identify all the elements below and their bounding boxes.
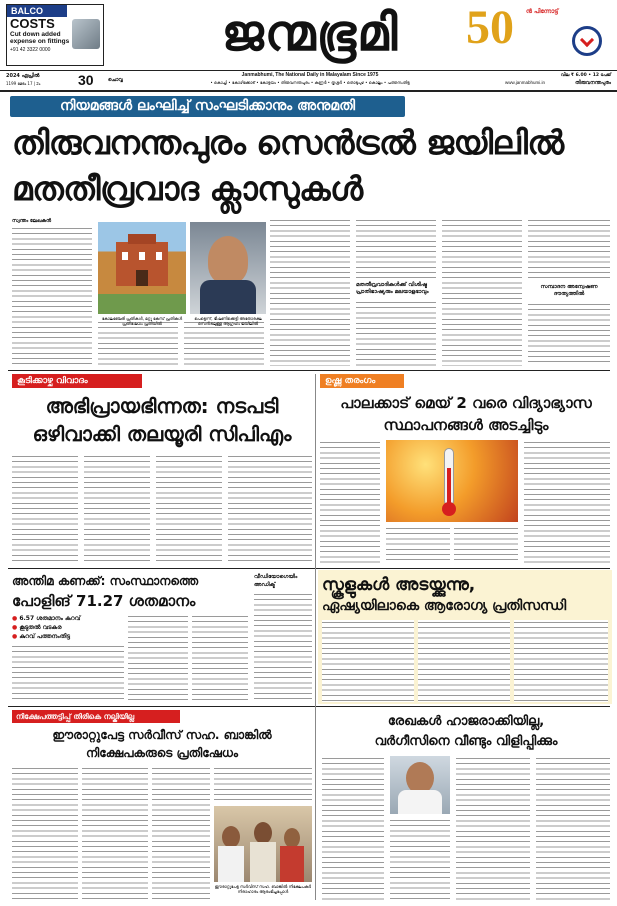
ad-phone: +91 42 3322 0000 (10, 47, 51, 53)
heat-label: ഉഷ്ണ തരംഗം (320, 374, 404, 388)
heat-column-3 (454, 526, 518, 564)
gravel-column-3 (456, 756, 530, 900)
lead-subhead: മതതീവ്രവാദികൾക്ക് വിശിഷ്ട പ്രാതിഭാഷ്യരും മലയാളഭാവും (356, 282, 429, 295)
gravel-column-2 (390, 818, 450, 900)
vichara-logo-icon (572, 26, 602, 56)
lead-kicker: നിയമങ്ങൾ ലംഘിച്ച് സംഘടിക്കാനും അനുമതി (10, 96, 405, 117)
lead-column-2-bottom (98, 320, 178, 366)
schools-column-3 (514, 620, 608, 702)
heat-headline-1: പാലക്കാട് മെയ് 2 വരെ വിദ്യാഭ്യാസ (340, 394, 592, 412)
jubilee-logo (458, 2, 608, 64)
bank-column-4-top (214, 766, 312, 802)
jail-building-photo (98, 222, 186, 314)
kudikazhcha-column-4 (228, 454, 312, 564)
gravel-headline-2: വർഗീസിനെ വീണ്ടും വിളിപ്പിക്കും (374, 734, 558, 749)
lead-column-7-bottom (528, 302, 610, 366)
polling-bullet: ● 6.57 ശതമാനം കുറവ് (12, 615, 81, 622)
polling-column-2 (128, 614, 188, 702)
lead-column-5-bottom (356, 300, 436, 366)
polling-headline-1: അന്തിമ കണക്ക്: സംസ്ഥാനത്തെ (12, 574, 199, 588)
jubilee-text: ൻ പിന്നോട്ട് (526, 8, 559, 15)
mid-rule (8, 568, 610, 569)
lead-byline: സ്വന്തം ലേഖകൻ (12, 218, 52, 224)
jubilee-number: 50 (466, 1, 514, 54)
bank-protest-photo (214, 806, 312, 882)
bank-photo-caption: ഈരാറ്റുപേട്ട സർവീസ് സഹ. ബാങ്കിൽ നിക്ഷേപകർ നിരാഹാരം ആരംഭിച്ചപ്പോൾ (214, 884, 312, 894)
bank-column-3 (152, 766, 210, 900)
bank-headline-2: നിക്ഷേപകരുടെ പ്രതിഷേധം (86, 746, 238, 760)
schools-headline-2: ഏഷ്യയിലാകെ ആരോഗ്യ പ്രതിസന്ധി (322, 598, 567, 614)
lead-column-5 (356, 218, 436, 278)
polling-column-3 (192, 614, 248, 702)
videogame-label: വീഡിയോഗെയിം (254, 574, 298, 580)
gravel-column-1 (322, 756, 384, 900)
ad-headline: COSTS (10, 16, 55, 31)
heat-column-2 (386, 526, 450, 564)
lead-bottom-rule (8, 370, 610, 371)
weekday: ചൊവ്വ (108, 77, 123, 83)
heat-column-4 (524, 440, 610, 564)
masthead-bottom-rule (0, 90, 617, 92)
day-number: 30 (78, 72, 94, 88)
schools-headline-1: സ്കൂളുകൾ അടയ്ക്കുന്നു, (322, 575, 476, 595)
gravel-headline-1: രേഖകൾ ഹാജരാക്കിയില്ല, (387, 714, 545, 729)
lead-column-4 (270, 218, 350, 366)
lead-column-6 (442, 218, 522, 366)
lead-headline-1: തിരുവനന്തപുരം സെൻട്രൽ ജയിലിൽ (12, 123, 564, 162)
website-link[interactable]: www.janmabhumi.in (504, 80, 545, 85)
kudikazhcha-column-2 (84, 454, 150, 564)
kudikazhcha-headline-1: അഭിപ്രായഭിന്നത: നടപടി (45, 394, 279, 418)
videogame-column (254, 592, 312, 702)
ad-line1: Cut down added (10, 31, 61, 38)
masthead-title: ജന്മഭൂമി (221, 4, 399, 62)
kudikazhcha-column-3 (156, 454, 222, 564)
masthead-top-rule (0, 70, 617, 71)
ad-line2: expense on fittings (10, 38, 70, 45)
schools-column-1 (322, 620, 414, 702)
bank-label: നിക്ഷേപത്തട്ടിപ്പ് തിരികെ നല്കിയില്ല (12, 710, 180, 723)
tagline: Janmabhumi, The National Daily in Malayalam Since 1975 (241, 72, 379, 78)
date-strip (0, 72, 617, 90)
advertisement[interactable] (6, 4, 104, 66)
prisoner-photo (190, 222, 266, 314)
varghese-photo (390, 756, 450, 814)
polling-bullet: ● കുറവ് പത്തനംതിട്ട (12, 633, 70, 640)
lead-column-3-bottom (184, 320, 264, 366)
lead-headline-2: മതതീവ്രവാദ ക്ലാസുകൾ (12, 169, 363, 208)
lead-column-1 (12, 226, 92, 366)
kudikazhcha-column-1 (12, 454, 78, 564)
schools-column-2 (418, 620, 510, 702)
bank-column-2 (82, 766, 148, 900)
lead-column-7-top (528, 218, 610, 280)
column-divider (315, 374, 316, 900)
malayalam-date: 1199 മേടം 17 | 2ം (6, 81, 41, 86)
ad-product-image (72, 19, 100, 49)
lead-sidebar-head: സമ്പാദന അന്വേഷണ ദൗത്യത്തിൽ (540, 284, 598, 297)
ad-brand: BALCO (7, 5, 67, 17)
lower-rule (8, 706, 610, 707)
heat-headline-2: സ്ഥാപനങ്ങൾ അടച്ചിടും (383, 416, 549, 434)
kudikazhcha-headline-2: ഒഴിവാക്കി തലയൂരി സിപിഎം (32, 422, 292, 446)
thermometer-photo (386, 440, 518, 522)
editions: • കൊച്ചി • കോഴിക്കോട് • കോട്ടയം • തിരുവനന്തപുരം • കണ്ണൂർ • തൃശ്ശൂർ • തൊടുപുഴ • കൊല്ലം • പത്തനംതിട്ട (210, 80, 410, 85)
polling-headline-2: പോളിങ് 71.27 ശതമാനം (12, 592, 196, 610)
polling-column-1 (12, 644, 124, 702)
price: വില ₹ 6.00 • 12 പേജ് (560, 73, 611, 78)
bank-headline-1: ഈരാറ്റുപേട്ട സർവീസ് സഹ. ബാങ്കിൽ (52, 728, 272, 742)
polling-bullet: ● കൂടുതൽ വടകര (12, 624, 62, 631)
bank-column-1 (12, 766, 78, 900)
jail-photo-caption: കോലഞ്ചേരി പ്രതികൾ, മറ്റു കേസ് പ്രതികൾ പ്രതിഷേധം പ്രതിയിൽ (101, 316, 183, 326)
city-label: തിരുവനന്തപുരം (575, 80, 611, 86)
polling-bullets (12, 614, 124, 641)
date-label: 2024 ഏപ്രിൽ (6, 73, 40, 79)
kudikazhcha-label: കൂടിക്കാഴ്ച വിവാദം (12, 374, 142, 388)
prisoner-photo-caption: പെട്ടെന്ന്, ഭീഷണിക്കെട്ടി അതോരക്ഷ സെൻട്രലുള്ള ആഗ്രഹം ജയിലിൽ (194, 316, 262, 326)
videogame-sublabel: അഡിക്ട് (254, 582, 276, 588)
gravel-column-4 (536, 756, 610, 900)
heat-column-1 (320, 440, 380, 564)
